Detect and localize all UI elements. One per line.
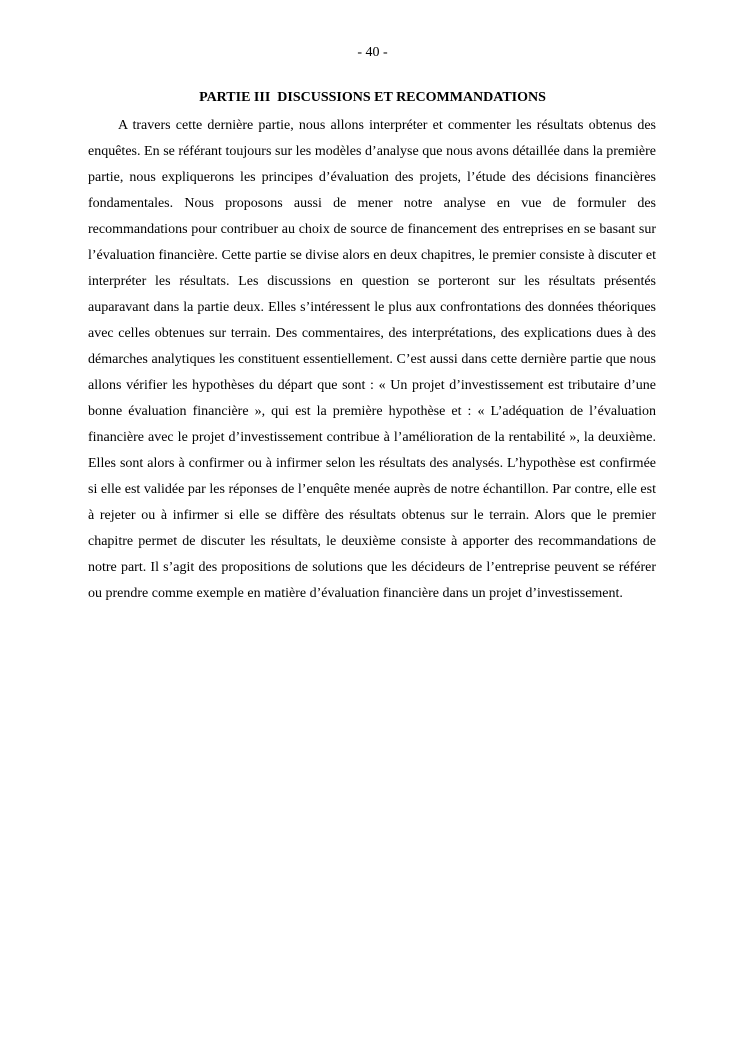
section-heading: PARTIE III DISCUSSIONS ET RECOMMANDATIONS xyxy=(199,90,546,105)
page-number: - 40 - xyxy=(357,45,388,60)
body-paragraph: A travers cette dernière partie, nous allons interpréter et commenter les résultats obtenus des enquêtes. En se référant toujours sur les modèles d’analyse que nous avons détaillée dans la première partie, nous expliquerons les principes d’évaluation des projets, l’étude des décisions financières fondamentales. Nous proposons aussi de mener notre analyse en vue de formuler des recommandations pour contribuer au choix de source de financement des entreprises en se basant sur l’évaluation financière. Cette partie se divise alors en deux chapitres, le premier consiste à discuter et interpréter les résultats. Les discussions en question se porteront sur les résultats présentés auparavant dans la partie deux. Elles s’intéressent le plus aux confrontations des données théoriques avec celles obtenues sur terrain. Des commentaires, des interprétations, des explications dues à des démarches analytiques les constituent essentiellement. C’est aussi dans cette dernière partie que nous allons vérifier les hypothèses du départ que sont : « Un projet d’investissement est tributaire d’une bonne évaluation financière », qui est la première hypothèse et : « L’adéquation de l’évaluation financière avec le projet d’investissement contribue à l’amélioration de la rentabilité », la deuxième. Elles sont alors à confirmer ou à infirmer selon les résultats des analysés. L’hypothèse est confirmée si elle est validée par les réponses de l’enquête menée auprès de notre échantillon. Par contre, elle est à rejeter ou à infirmer si elle se diffère des résultats obtenus sur le terrain. Alors que le premier chapitre permet de discuter les résultats, le deuxième consiste à apporter des recommandations de notre part. Il s’agit des propositions de solutions que les décideurs de l’entreprise peuvent se référer ou prendre comme exemple en matière d’évaluation financière dans un projet d’investissement. xyxy=(88,118,656,601)
